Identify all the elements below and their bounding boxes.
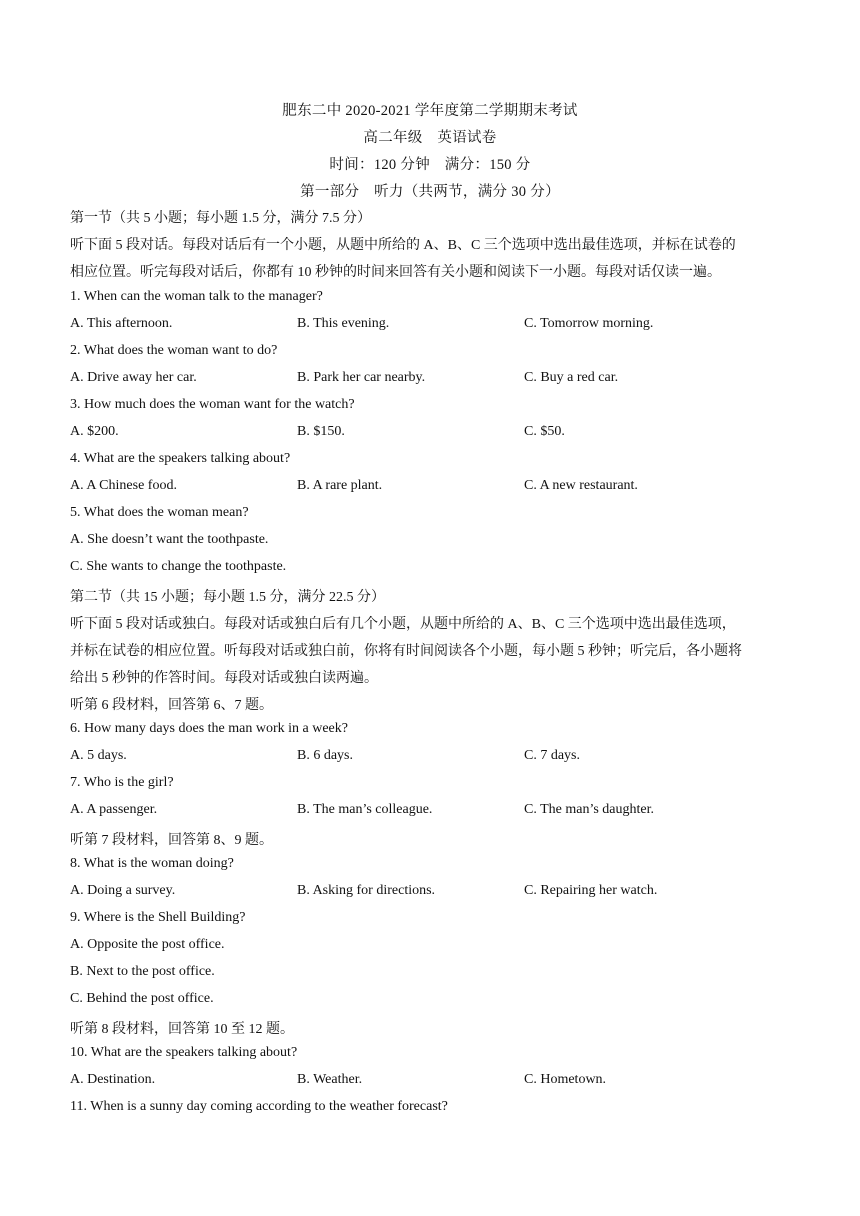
option-a: A. 5 days. xyxy=(70,748,127,763)
question-stem: 6. How many days does the man work in a week? xyxy=(70,721,348,736)
option-c: C. $50. xyxy=(524,424,565,439)
option-b: B. Park her car nearby. xyxy=(297,370,426,385)
section2-instruction: 听下面 5 段对话或独白。每段对话或独白后有几个小题，从题中所给的 A、B、C 三个选项中选出最佳选项， xyxy=(70,617,736,632)
option-c: C. Hometown. xyxy=(524,1072,607,1087)
option-a: A. A Chinese food. xyxy=(70,478,177,493)
option-a: A. Drive away her car. xyxy=(70,370,197,385)
question-stem: 1. When can the woman talk to the manager? xyxy=(70,289,323,304)
option-a: A. Destination. xyxy=(70,1072,156,1087)
option-a: A. Opposite the post office. xyxy=(70,937,225,952)
exam-title: 肥东二中 2020-2021 学年度第二学期期末考试 xyxy=(282,103,578,119)
question-stem: 8. What is the woman doing? xyxy=(70,856,234,871)
question-stem: 2. What does the woman want to do? xyxy=(70,343,278,358)
question-stem: 3. How much does the woman want for the watch? xyxy=(70,397,355,412)
option-b: B. Next to the post office. xyxy=(70,964,215,979)
option-c: C. Behind the post office. xyxy=(70,991,214,1006)
option-a: A. A passenger. xyxy=(70,802,158,817)
option-c: C. She wants to change the toothpaste. xyxy=(70,559,287,574)
option-a: A. This afternoon. xyxy=(70,316,173,331)
option-b: B. 6 days. xyxy=(297,748,353,763)
option-b: B. $150. xyxy=(297,424,345,439)
option-a: A. $200. xyxy=(70,424,119,439)
option-c: C. 7 days. xyxy=(524,748,580,763)
material-heading: 听第 6 段材料，回答第 6、7 题。 xyxy=(70,698,273,713)
option-a: A. Doing a survey. xyxy=(70,883,176,898)
part-title: 第一部分 听力（共两节，满分 30 分） xyxy=(300,184,560,200)
question-stem: 11. When is a sunny day coming according to the weather forecast? xyxy=(70,1099,448,1114)
option-c: C. Buy a red car. xyxy=(524,370,619,385)
option-b: B. Asking for directions. xyxy=(297,883,436,898)
section1-instruction: 听下面 5 段对话。每段对话后有一个小题，从题中所给的 A、B、C 三个选项中选出最佳选项，并标在试卷的 xyxy=(70,238,736,253)
exam-subtitle: 高二年级 英语试卷 xyxy=(363,130,497,146)
option-b: B. The man’s colleague. xyxy=(297,802,433,817)
section2-title: 第二节（共 15 小题；每小题 1.5 分，满分 22.5 分） xyxy=(70,590,385,605)
material-heading: 听第 8 段材料，回答第 10 至 12 题。 xyxy=(70,1022,294,1037)
option-b: B. A rare plant. xyxy=(297,478,383,493)
question-stem: 5. What does the woman mean? xyxy=(70,505,249,520)
section1-title: 第一节（共 5 小题；每小题 1.5 分，满分 7.5 分） xyxy=(70,211,371,226)
question-stem: 7. Who is the girl? xyxy=(70,775,174,790)
option-c: C. A new restaurant. xyxy=(524,478,638,493)
option-a: A. She doesn’t want the toothpaste. xyxy=(70,532,269,547)
option-b: B. Weather. xyxy=(297,1072,363,1087)
option-c: C. Repairing her watch. xyxy=(524,883,658,898)
question-stem: 10. What are the speakers talking about? xyxy=(70,1045,298,1060)
question-stem: 9. Where is the Shell Building? xyxy=(70,910,246,925)
material-heading: 听第 7 段材料，回答第 8、9 题。 xyxy=(70,833,273,848)
section2-instruction: 给出 5 秒钟的作答时间。每段对话或独白读两遍。 xyxy=(70,671,378,686)
option-c: C. The man’s daughter. xyxy=(524,802,654,817)
section1-instruction: 相应位置。听完每段对话后，你都有 10 秒钟的时间来回答有关小题和阅读下一小题。每段对话仅读一遍。 xyxy=(70,265,721,280)
question-stem: 4. What are the speakers talking about? xyxy=(70,451,291,466)
option-b: B. This evening. xyxy=(297,316,390,331)
exam-time-info: 时间：120 分钟 满分：150 分 xyxy=(329,157,531,173)
option-c: C. Tomorrow morning. xyxy=(524,316,654,331)
section2-instruction: 并标在试卷的相应位置。听每段对话或独白前，你将有时间阅读各个小题，每小题 5 秒钟；听完后，各小题将 xyxy=(70,644,742,659)
